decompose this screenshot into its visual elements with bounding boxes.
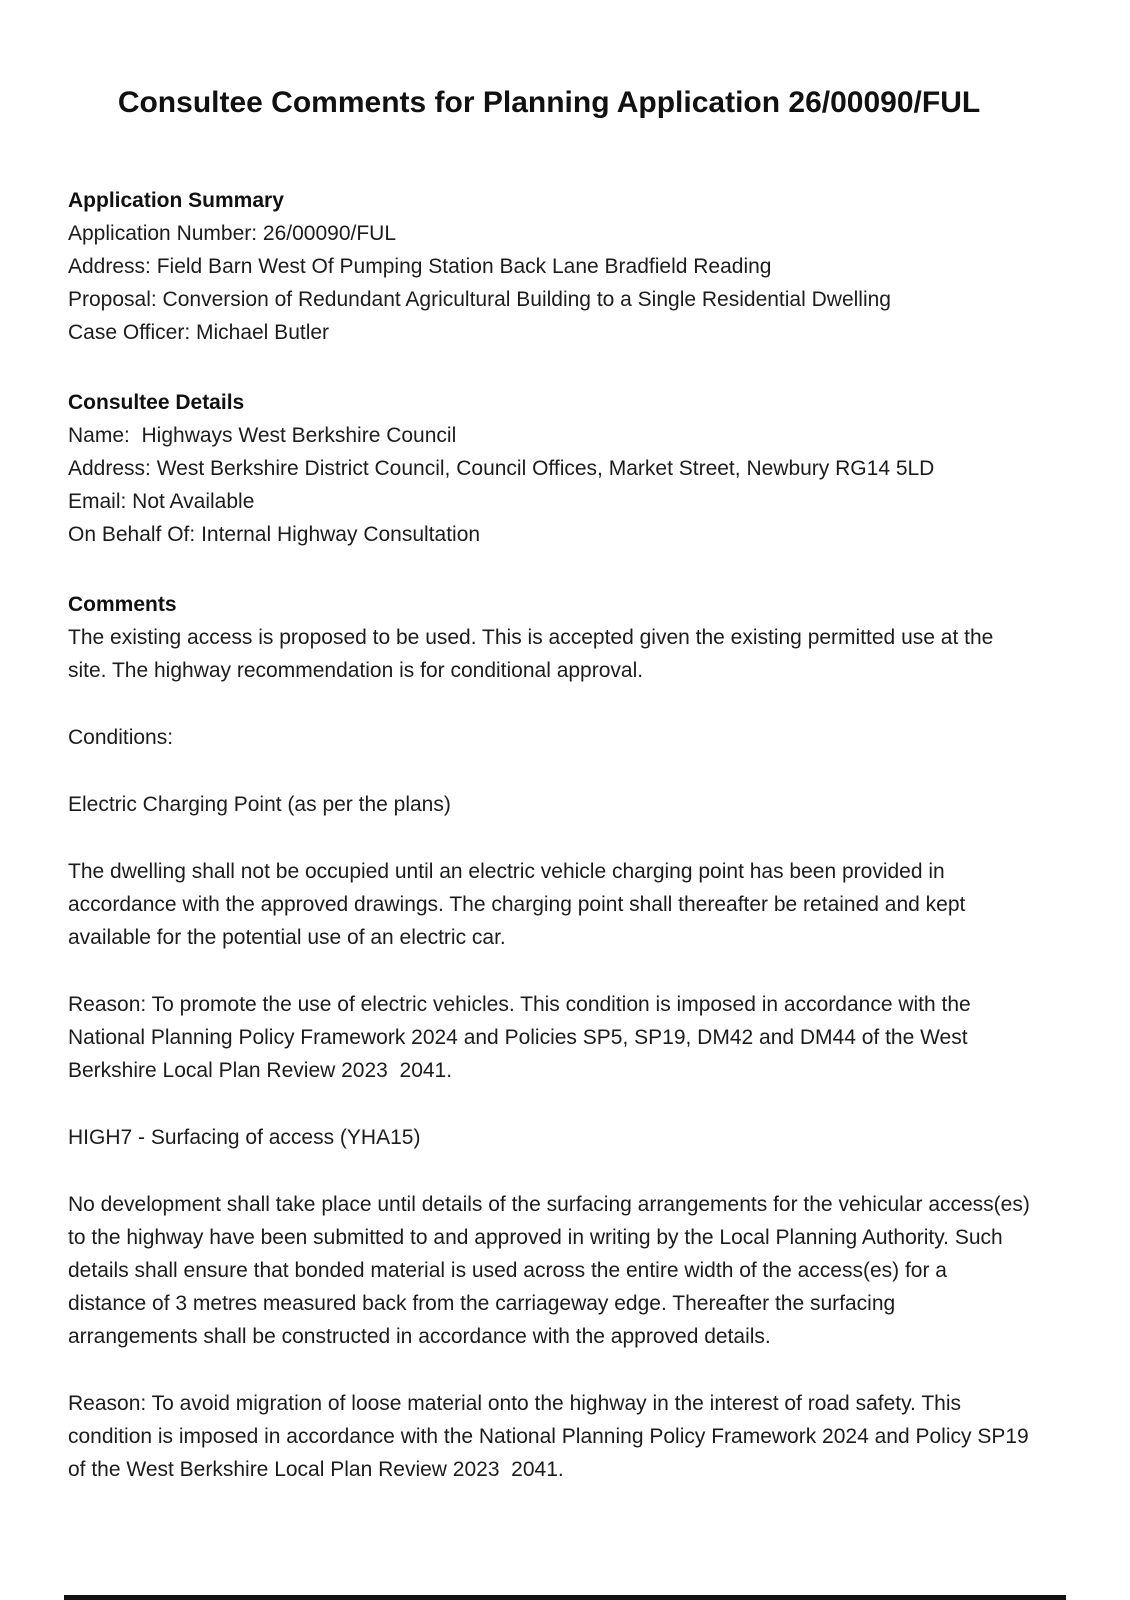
surfacing-condition-paragraph: No development shall take place until details of the surfacing arrangements for the vehicular access(es) to the highway have been submitted to and approved in writing by the Local Planning Authority. Such details shall ensure that bonded material is used across the entire width of the access(es) for a distance of 3 metres measured back from the carriageway edge. Thereafter the surfacing arrangements shall be constructed in accordance with the approved details. <box>68 1193 1036 1348</box>
surfacing-reason-paragraph: Reason: To avoid migration of loose material onto the highway in the interest of road safety. This condition is imposed in accordance with the National Planning Policy Framework 2024 and Policy SP19 of the West Berkshire Local Plan Review 2023 2041. <box>68 1392 1035 1481</box>
proposal-line: Proposal: Conversion of Redundant Agricultural Building to a Single Residential Dwelling <box>68 288 891 311</box>
ev-charging-reason-paragraph: Reason: To promote the use of electric vehicles. This condition is imposed in accordance with the National Planning Policy Framework 2024 and Policies SP5, SP19, DM42 and DM44 of the West Berkshire Local Plan Review 2023 2041. <box>68 993 977 1082</box>
application-summary-heading: Application Summary <box>68 189 284 212</box>
consultee-details-heading: Consultee Details <box>68 391 245 414</box>
consultee-name-line: Name: Highways West Berkshire Council <box>68 424 457 447</box>
comments-section <box>68 588 1036 1486</box>
application-number-line: Application Number: 26/00090/FUL <box>68 222 397 245</box>
consultee-email-line: Email: Not Available <box>68 490 255 513</box>
conditions-label: Conditions: <box>68 726 174 749</box>
case-officer-line: Case Officer: Michael Butler <box>68 321 330 344</box>
ev-charging-condition-paragraph: The dwelling shall not be occupied until an electric vehicle charging point has been provided in accordance with the approved drawings. The charging point shall thereafter be retained and kept available for the potential use of an electric car. <box>68 860 972 949</box>
condition-title-surfacing: HIGH7 - Surfacing of access (YHA15) <box>68 1126 421 1149</box>
bottom-divider <box>64 1595 1066 1600</box>
application-summary-section <box>68 184 1030 349</box>
on-behalf-of-line: On Behalf Of: Internal Highway Consultation <box>68 523 481 546</box>
consultee-details-section <box>68 386 1030 551</box>
comments-heading: Comments <box>68 593 177 616</box>
condition-title-ev-charging: Electric Charging Point (as per the plans) <box>68 793 451 816</box>
page-title: Consultee Comments for Planning Application 26/00090/FUL <box>117 86 981 119</box>
consultee-address-line: Address: West Berkshire District Council, Council Offices, Market Street, Newbury RG14 5LD <box>68 457 935 480</box>
comment-intro-paragraph: The existing access is proposed to be used. This is accepted given the existing permitted use at the site. The highway recommendation is for conditional approval. <box>68 626 1000 682</box>
site-address-line: Address: Field Barn West Of Pumping Station Back Lane Bradfield Reading <box>68 255 772 278</box>
